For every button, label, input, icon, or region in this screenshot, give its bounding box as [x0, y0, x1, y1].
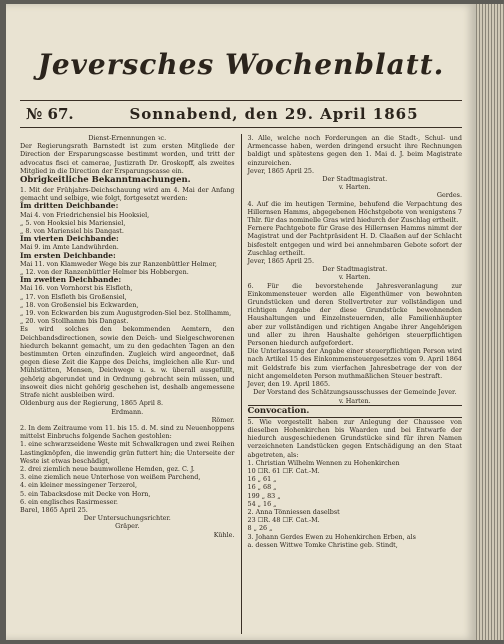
left-paragraph: 1. eine schwarzseidene Weste mit Schwalkragen und zwei Reihen Lastingknöpfen, die inwendig grün futtert hin; die Unterseite der Weste ist etwas beschädigt,: [20, 440, 235, 465]
left-paragraph: Gräper.: [115, 522, 140, 531]
left-paragraph: Barel, 1865 April 25.: [20, 505, 88, 514]
right-paragraph: v. Harten.: [338, 273, 371, 282]
left-paragraph: 4. ein kleiner messingener Terzerol,: [20, 481, 137, 490]
left-paragraph: Dienst-Ernennungen ꝛc.: [88, 134, 167, 142]
left-paragraph: Der Untersuchungsrichter.: [83, 514, 171, 523]
right-paragraph: 4. Auf die im heutigen Termine, behufend die Verpachtung des Hillernsen Hamms, abgegebenen Höchstgebote von wenigstens 7 Thlr. für das nominelle Gras wird hiedurch der Zuschlag ertheilt.: [247, 199, 462, 225]
right-paragraph: 3. Johann Gerdes Ewen zu Hohenkirchen Erben, als: [247, 532, 416, 541]
left-paragraph: 2. drei ziemlich neue baumwollene Hemden, gez. C. J.: [20, 464, 195, 473]
left-paragraph: „ 5. von Hooksiel bis Mariensiel,: [20, 218, 126, 227]
left-paragraph: Mai 11. von Klamweder Wege bis zur Ranzenbüttler Helmer,: [20, 259, 217, 268]
issue-date: Sonnabend, den 29. April 1865: [129, 105, 419, 123]
issue-number: № 67.: [26, 105, 74, 123]
left-paragraph: Im ersten Deichbande:: [20, 250, 116, 260]
right-paragraph: 1. Christian Wilhelm Wennen zu Hohenkirchen: [247, 458, 400, 467]
columns: [20, 134, 462, 634]
right-column: [242, 134, 463, 634]
right-paragraph: v. Harten.: [338, 396, 371, 405]
left-column: [20, 134, 242, 634]
right-paragraph: 16 „ 68 „: [247, 483, 277, 492]
left-paragraph: Römer.: [211, 415, 235, 424]
left-paragraph: 6. ein englisches Rasirmesser.: [20, 497, 118, 506]
right-paragraph: 10 ☐R. 61 ☐F. Cat.-M.: [247, 466, 320, 475]
left-paragraph: 5. ein Tabacksdose mit Decke von Horn,: [20, 489, 151, 498]
right-paragraph: Der Stadtmagistrat.: [322, 175, 388, 184]
left-paragraph: Im zweiten Deichbande:: [20, 275, 122, 285]
right-paragraph: Der Vorstand des Schätzungsausschusses der Gemeinde Jever.: [253, 388, 457, 397]
dateline: [20, 100, 462, 128]
left-paragraph: Obrigkeitliche Bekanntmachungen.: [20, 175, 191, 186]
right-paragraph: 199 „ 83 „: [247, 491, 281, 500]
right-paragraph: Fernere Pachtgebote für Grase des Hillernsen Hamms nimmt der Magistrat und der Pachtpräsident H. D. Claaßen auf der Schlacht bisfestelt entgegen und wird bei annehmbaren Gebote sofort der Zuschlag ertheilt.: [247, 224, 462, 257]
left-paragraph: „ 20. von Stollhamm bis Dangast.: [20, 317, 129, 326]
left-paragraph: 1. Mit der Frühjahrs-Deichschauung wird am 4. Mai der Anfang gemacht und selbige, wie folgt, fortgesetzt werden:: [20, 186, 235, 203]
right-paragraph: v. Harten.: [338, 183, 371, 192]
right-paragraph: 23 ☐R. 48 ☐F. Cat.-M.: [247, 516, 320, 525]
right-paragraph: 2. Anna Tönniessen daselbst: [247, 507, 340, 516]
left-paragraph: 2. In dem Zeitraume vom 11. bis 15. d. M. sind zu Neuenhoppens mittelst Einbruchs folgende Sachen gestohlen:: [20, 423, 235, 441]
left-paragraph: Mai 9. im Amte Landwührden.: [20, 243, 119, 252]
right-paragraph: 8 „ 26 „: [247, 524, 273, 533]
right-paragraph: 54 „ 16 „: [247, 499, 277, 508]
right-paragraph: Die Unterlassung der Angabe einer steuerpflichtigen Person wird nach Artikel 15 des Einkommensteuergesetzes vom 9. April 1864 mit Geldstrafe bis zum vierfachen Jahresbetrage der von der nicht angemeldeten Person muthmaßlichen Steuer bestraft.: [247, 347, 462, 380]
newspaper-page: [6, 4, 476, 640]
left-paragraph: Mai 16. von Vornhorst bis Elsfleth,: [20, 284, 133, 293]
right-paragraph: Gerdes.: [436, 191, 462, 200]
left-paragraph: Im dritten Deichbande:: [20, 201, 119, 211]
left-paragraph: Erdmann.: [111, 407, 144, 416]
right-paragraph: Jever, 1865 April 25.: [247, 257, 314, 266]
left-paragraph: Oldenburg aus der Regierung, 1865 April 8.: [20, 399, 164, 408]
left-paragraph: „ 12. von der Ranzenbüttler Helmer bis Hobbergen.: [20, 268, 189, 277]
left-paragraph: „ 8. von Mariensiel bis Dangast.: [20, 227, 124, 236]
right-paragraph: 3. Alle, welche noch Forderungen an die Stadt-, Schul- und Armencasse haben, werden dringend ersucht ihre Rechnungen baldigt und spätestens gegen den 1. Mai d. J. beim Magistrate einzureichen.: [247, 134, 462, 167]
left-paragraph: Der Regierungsrath Barnstedt ist zum ersten Mitgliede der Direction der Ersparungscasse bestimmt worden, und tritt der advocatus fisci et camerae, Justizrath Dr. Groskopff, als zweites Mitglied in die Direction der Ersparungscasse ein.: [20, 142, 235, 175]
right-paragraph: Jever, den 19. April 1865.: [247, 380, 331, 389]
left-paragraph: Im vierten Deichbande:: [20, 234, 119, 244]
right-paragraph: Convocation.: [248, 405, 463, 418]
right-paragraph: Jever, 1865 April 25.: [247, 166, 314, 175]
left-paragraph: Mai 4. von Friedrichensiel bis Hooksiel,: [20, 210, 150, 219]
left-paragraph: Es wird solches den bekommenden Aemtern, den Deichbandsdirectionen, sowie den Deich- und Sielgeschworenen hiedurch bekannt gemacht, um zu den gedachten Tagen an den bestimmten Orten einzufinden. Zugleich wird angeordnet, daß gegen diese Zeit die Kappe des Deichs, imgleichen alle Kur- und Mühlstätten, Mensen, Deichwege u. s. w. überall ausgefüllt, gehörig abgerundet und in Ordnung gebracht sein müssen, und insoweit dies nicht gehörig geschehen ist, deshalb angemessene Strafe nicht ausbleiben wird.: [20, 325, 235, 400]
right-paragraph: 16 „ 61 „: [247, 475, 277, 484]
left-paragraph: „ 17. von Elsfleth bis Großensiel,: [20, 292, 127, 301]
masthead: Jeversches Wochenblatt.: [37, 48, 445, 81]
page-edge: [476, 4, 504, 640]
left-paragraph: 3. eine ziemlich neue Unterhose von weißem Parchend,: [20, 473, 201, 482]
left-paragraph: „ 19. von Eckwarden bis zum Augustgroden-Siel bez. Stollhamm,: [20, 309, 232, 318]
right-paragraph: 6. Für die bevorstehende Jahresveranlagung zur Einkommensteuer werden alle Eigenthümer von bewohnten Grundstücken und deren Stellvertreter zur vollständigen und richtigen Angabe der diese Grundstücke bewohnenden Haushaltungen und Einzelnsteuernden, alle Familienhäupter aber zur vollständigen und richtigen Angabe ihrer Angehörigen und aller zu ihren Haushalte gehörigen steuerpflichtigen Personen hiedurch aufgefordert.: [247, 281, 462, 348]
right-paragraph: 5. Wie vorgestellt haben zur Anlegung der Chaussee von dieselben Hohenkirchen bis Waarden und bei Entwarfe der hiedurch ausgeschiedenen Grundstücke sind für ihren Namen verzeichneten Landstücken gegen Entschädigung an den Staat abgetreten, als:: [247, 417, 462, 459]
right-paragraph: a. dessen Wittwe Tomke Christine geb. Stindt,: [247, 540, 398, 549]
left-paragraph: „ 18. von Großensiel bis Eckwarden,: [20, 300, 139, 309]
right-paragraph: Der Stadtmagistrat.: [322, 265, 388, 274]
left-paragraph: Kühle.: [213, 530, 235, 539]
